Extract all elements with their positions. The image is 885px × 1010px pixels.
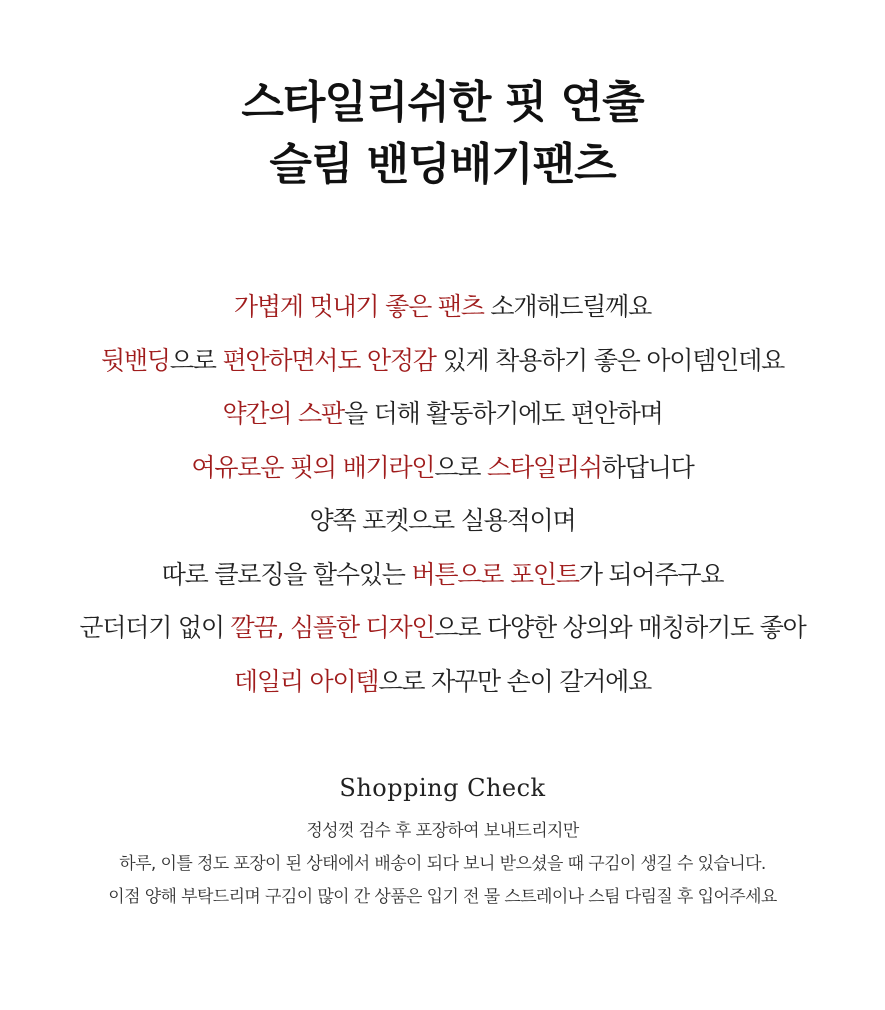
highlight-text: 버튼으로 포인트 [411,559,579,589]
description-line [0,280,885,334]
product-title [0,72,885,196]
description-line [0,334,885,388]
description-text: 소개해드릴께요 [483,292,652,321]
product-description [0,280,885,708]
description-text: 있게 착용하기 좋은 아이템인데요 [435,345,785,375]
description-text: 하답니다 [601,452,694,482]
highlight-text: 뒷밴딩 [100,345,170,375]
description-text: 으로 다양한 상의와 매칭하기도 좋아 [434,613,806,642]
highlight-text: 여유로운 핏의 배기라인 [191,452,435,482]
description-line [0,548,885,602]
highlight-text: 편안하면서도 안정감 [222,345,436,375]
highlight-text: 약간의 스판 [222,399,344,428]
description-text: 가 되어주구요 [578,559,724,589]
description-text: 으로 [169,345,223,375]
description-line [0,655,885,709]
highlight-text: 스타일리쉬 [487,452,602,482]
description-line [0,601,885,655]
highlight-text: 데일리 아이템 [233,666,379,696]
shopping-check-line: 정성껏 검수 후 포장하여 보내드리지만 [306,821,579,841]
description-line [0,494,885,548]
description-text: 군더더기 없이 [79,613,231,642]
shopping-check-line: 하루, 이틀 정도 포장이 된 상태에서 배송이 되다 보니 받으셨을 때 구김이 생길 수 있습니다. [119,854,766,874]
highlight-text: 가볍게 멋내기 좋은 팬츠 [233,292,484,321]
shopping-check-title: Shopping Check [339,774,546,802]
description-line [0,387,885,441]
title-line-1: 스타일리쉬한 핏 연출 [241,77,644,128]
description-text: 으로 [434,452,488,482]
description-text: 을 더해 활동하기에도 편안하며 [343,399,663,428]
title-line-2: 슬림 밴딩배기팬츠 [269,139,616,190]
highlight-text: 깔끔, 심플한 디자인 [230,613,435,642]
shopping-check-line: 이점 양해 부탁드리며 구김이 많이 간 상품은 입기 전 물 스트레이나 스팀 다림질 후 입어주세요 [108,887,777,907]
description-line [0,441,885,495]
description-text: 양쪽 포켓으로 실용적이며 [309,506,576,535]
description-text: 으로 자꾸만 손이 갈거에요 [378,666,652,696]
shopping-check-notice [0,815,885,914]
description-text: 따로 클로징을 할수있는 [161,559,412,589]
